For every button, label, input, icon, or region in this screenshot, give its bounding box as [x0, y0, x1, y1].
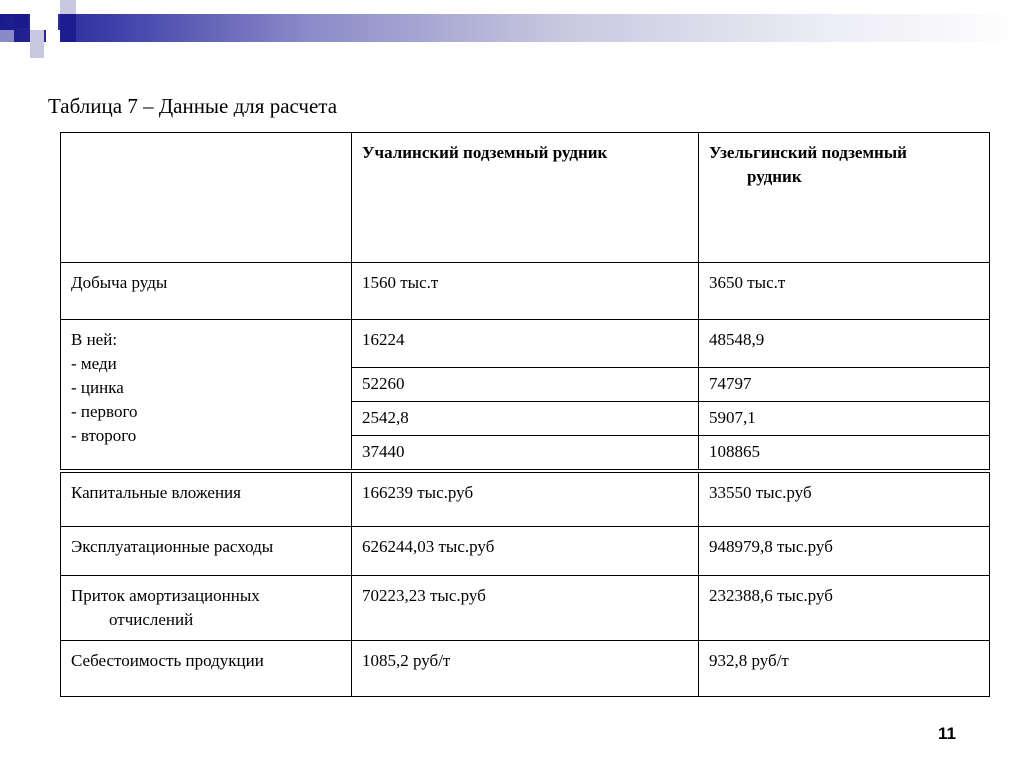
data-table-top	[60, 132, 990, 470]
table-row	[61, 576, 990, 641]
amort-label-line2: отчислений	[109, 610, 194, 629]
cell-value: 626244,03 тыс.руб	[352, 527, 699, 576]
content-label-line: - цинка	[71, 378, 124, 397]
cell-value: 1560 тыс.т	[352, 263, 699, 320]
cell-value: 37440	[352, 436, 699, 470]
cell-value: 1085,2 руб/т	[352, 641, 699, 697]
cell-value: 948979,8 тыс.руб	[699, 527, 990, 576]
page-title: Таблица 7 – Данные для расчета	[48, 94, 338, 118]
data-table-bottom	[60, 472, 990, 697]
cell-value: 166239 тыс.руб	[352, 473, 699, 527]
cell-value: 70223,23 тыс.руб	[352, 576, 699, 641]
cell-value: 108865	[699, 436, 990, 470]
header-uzelga	[699, 133, 990, 263]
content-label-line: - второго	[71, 426, 137, 445]
row-label: Эксплуатационные расходы	[61, 527, 352, 576]
cell-value: 33550 тыс.руб	[699, 473, 990, 527]
table-row	[61, 320, 990, 368]
deco-square	[30, 0, 58, 30]
cell-value: 2542,8	[352, 402, 699, 436]
deco-square	[30, 30, 44, 44]
row-label: Капитальные вложения	[61, 473, 352, 527]
cell-value: 5907,1	[699, 402, 990, 436]
header-uzelga-line1: Узельгинский подземный	[709, 143, 907, 162]
row-label: Себестоимость продукции	[61, 641, 352, 697]
header-uchaly-label: Учалинский подземный рудник	[362, 143, 608, 162]
row-label-content	[61, 320, 352, 470]
table-header-row	[61, 133, 990, 263]
row-label-amort	[61, 576, 352, 641]
cell-value: 3650 тыс.т	[699, 263, 990, 320]
cell-value: 932,8 руб/т	[699, 641, 990, 697]
header-uzelga-line2: рудник	[747, 167, 802, 186]
deco-square	[14, 14, 28, 28]
cell-value: 48548,9	[699, 320, 990, 368]
deco-square	[30, 44, 44, 58]
deco-square	[46, 30, 60, 44]
content-label-line: В ней:	[71, 330, 118, 349]
cell-value: 52260	[352, 368, 699, 402]
deco-square	[60, 14, 76, 42]
header-empty-cell	[61, 133, 352, 263]
row-label: Добыча руды	[61, 263, 352, 320]
header-band	[0, 14, 1024, 42]
table-row	[61, 527, 990, 576]
header-uchaly	[352, 133, 699, 263]
table-row	[61, 473, 990, 527]
cell-value: 16224	[352, 320, 699, 368]
deco-square	[0, 30, 14, 42]
table-row	[61, 263, 990, 320]
content-label-line: - меди	[71, 354, 117, 373]
page-number: 11	[938, 724, 956, 743]
content-label-line: - первого	[71, 402, 138, 421]
amort-label-line1: Приток амортизационных	[71, 586, 260, 605]
cell-value: 232388,6 тыс.руб	[699, 576, 990, 641]
cell-value: 74797	[699, 368, 990, 402]
deco-square	[60, 0, 76, 14]
table-row	[61, 641, 990, 697]
